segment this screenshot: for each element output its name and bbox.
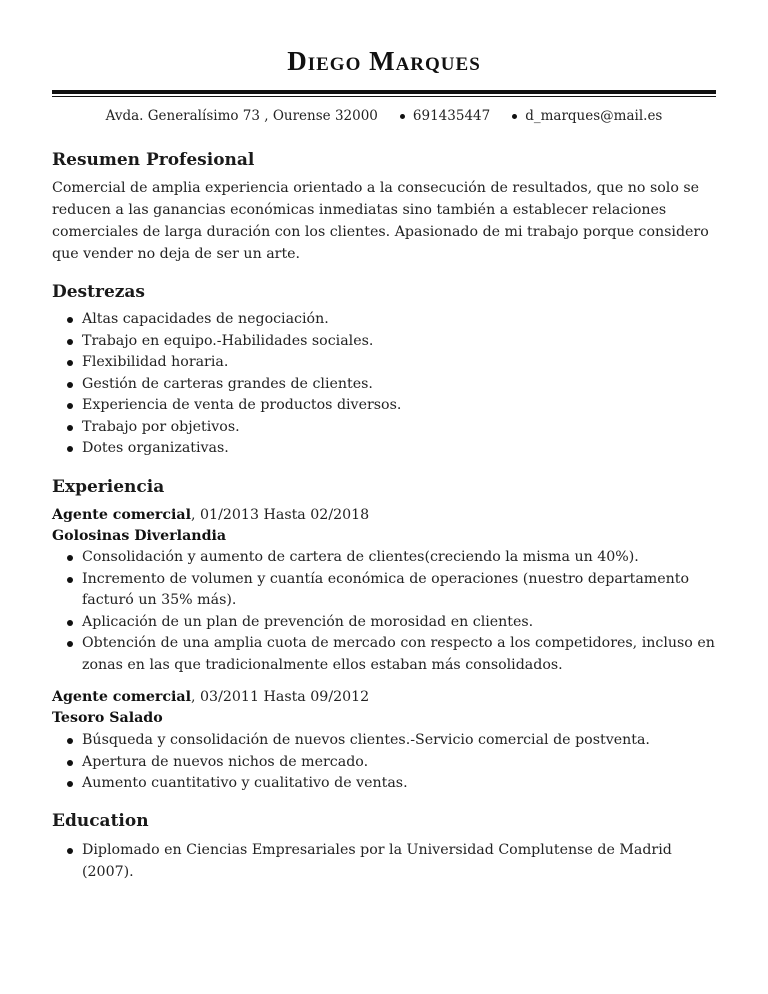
education-heading: Education bbox=[52, 811, 149, 831]
skills-heading: Destrezas bbox=[52, 282, 145, 302]
job-title-line bbox=[52, 507, 369, 523]
candidate-name: Diego Marques bbox=[287, 46, 481, 76]
email: d_marques@mail.es bbox=[525, 108, 663, 124]
list-item: Flexibilidad horaria. bbox=[52, 352, 718, 374]
job-dates: , 03/2011 Hasta 09/2012 bbox=[191, 689, 370, 705]
list-item: Aumento cuantitativo y cualitativo de ventas. bbox=[52, 773, 718, 795]
bullet-separator bbox=[400, 114, 405, 119]
summary-text: Comercial de amplia experiencia orientado a la consecución de resultados, que no solo se reducen a las ganancias económicas inmediatas sino también a establecer relaciones comerciales de larga duración con los clientes. Apasionado de mi trabajo porque considero que vender no deja de ser un arte. bbox=[52, 180, 709, 262]
list-item: Búsqueda y consolidación de nuevos clientes.-Servicio comercial de postventa. bbox=[52, 730, 718, 752]
job-dates: , 01/2013 Hasta 02/2018 bbox=[191, 507, 370, 523]
contact-line bbox=[0, 108, 768, 124]
list-item: Consolidación y aumento de cartera de clientes(creciendo la misma un 40%). bbox=[52, 547, 718, 569]
skills-list bbox=[52, 309, 718, 460]
list-item: Trabajo en equipo.-Habilidades sociales. bbox=[52, 331, 718, 353]
company-name: Tesoro Salado bbox=[52, 710, 163, 726]
summary-heading: Resumen Profesional bbox=[52, 150, 255, 170]
list-item: Aplicación de un plan de prevención de morosidad en clientes. bbox=[52, 612, 718, 634]
list-item: Obtención de una amplia cuota de mercado con respecto a los competidores, incluso en zonas en las que tradicionalmente ellos estaban más consolidados. bbox=[52, 633, 718, 676]
phone: 691435447 bbox=[412, 108, 491, 124]
list-item: Trabajo por objetivos. bbox=[52, 417, 718, 439]
address: Avda. Generalísimo 73 , Ourense 32000 bbox=[105, 108, 378, 124]
header-rule-thick bbox=[52, 90, 716, 94]
job-role: Agente comercial bbox=[52, 507, 192, 523]
job-role: Agente comercial bbox=[52, 689, 192, 705]
job-achievements bbox=[52, 547, 718, 676]
list-item: Incremento de volumen y cuantía económica de operaciones (nuestro departamento facturó un 35% más). bbox=[52, 569, 718, 612]
company-name: Golosinas Diverlandia bbox=[52, 528, 227, 544]
list-item: Altas capacidades de negociación. bbox=[52, 309, 718, 331]
bullet-separator bbox=[512, 114, 517, 119]
job-achievements bbox=[52, 730, 718, 795]
list-item: Experiencia de venta de productos diversos. bbox=[52, 395, 718, 417]
header-rule-thin bbox=[52, 96, 716, 97]
list-item: Dotes organizativas. bbox=[52, 438, 718, 460]
list-item: Gestión de carteras grandes de clientes. bbox=[52, 374, 718, 396]
job-title-line bbox=[52, 689, 369, 705]
list-item: Diplomado en Ciencias Empresariales por la Universidad Complutense de Madrid (2007). bbox=[52, 840, 718, 883]
list-item: Apertura de nuevos nichos de mercado. bbox=[52, 752, 718, 774]
education-list bbox=[52, 840, 718, 883]
experience-heading: Experiencia bbox=[52, 477, 165, 497]
